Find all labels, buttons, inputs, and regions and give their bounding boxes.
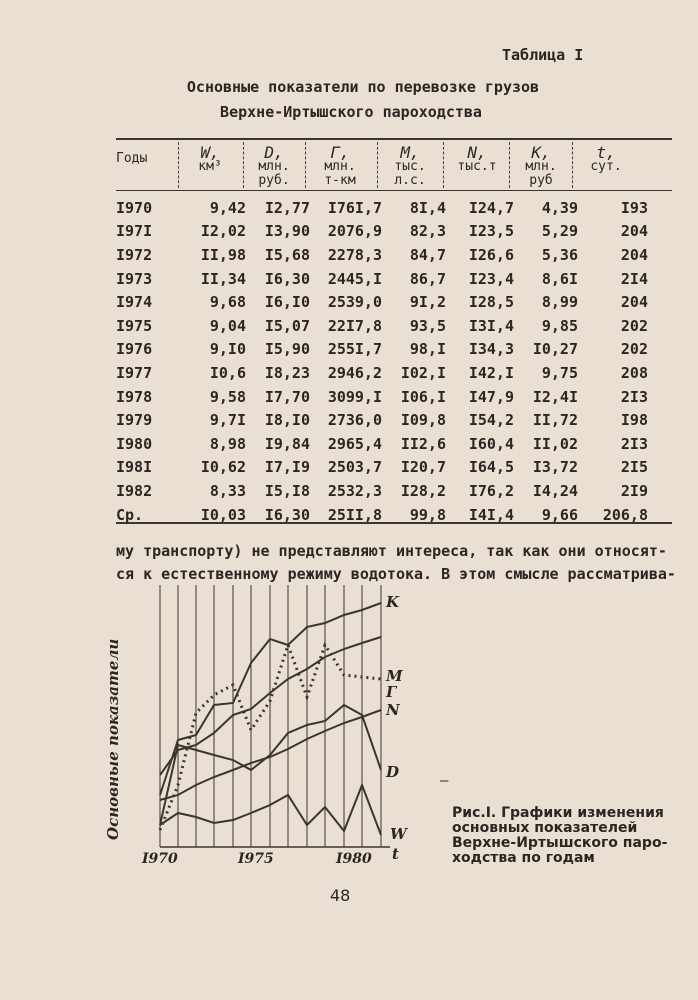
table-cell: 82,3 [409,222,446,241]
table-row [116,290,648,314]
table-row [116,361,648,385]
table-cell: 98,I [409,340,446,359]
x-tick-label: I980 [336,851,372,867]
header-d: D, млн. руб. [258,143,290,188]
table-cell: 204 [620,245,648,264]
table-cell: I23,5 [468,222,514,241]
header-separator [572,142,574,188]
header-t: t, сут. [590,143,622,174]
table-cell: I06,I [400,387,446,406]
table-cell: 2736,0 [327,411,382,430]
page-number: 48 [330,886,351,905]
figure-graph [110,585,430,875]
header-separator [377,142,379,188]
table-cell: II2,6 [400,434,446,453]
series-label-w: W [390,825,407,843]
table-row [116,456,648,480]
table-cell-year: I974 [116,293,153,312]
table-cell: 99,8 [409,505,446,524]
table-cell: 9,58 [209,387,246,406]
caption-line: основных показателей [452,820,638,836]
table-cell: 208 [620,363,648,382]
table-cell: I0,03 [200,505,246,524]
table-cell: 9,66 [541,505,578,524]
table-cell-year: I982 [116,481,153,500]
table-cell-year: I970 [116,198,153,217]
table-cell: 202 [620,340,648,359]
table-cell: I23,4 [468,269,514,288]
paragraph-line: му транспорту) не представляют интереса, так как они относят- [116,542,667,560]
caption-line: ходства по годам [452,850,595,866]
caption-line: Рис.I. Графики изменения [452,805,664,821]
table-cell: I4I,4 [468,505,514,524]
table-cell: I93 [620,198,648,217]
table-cell: 4,39 [541,198,578,217]
table-cell-year: I98I [116,458,153,477]
table-cell: 86,7 [409,269,446,288]
table-cell: I4,24 [532,481,578,500]
table-cell-year: I976 [116,340,153,359]
table-cell: I5,68 [264,245,310,264]
table-cell: 93,5 [409,316,446,335]
series-label-g: Г [386,683,397,701]
table-cell-year: I977 [116,363,153,382]
table-cell: I7,I9 [264,458,310,477]
table-cell: 8I,4 [409,198,446,217]
table-row [116,196,648,220]
table-cell: I47,9 [468,387,514,406]
table-title-line1: Основные показатели по перевозке грузов [186,78,540,96]
table-cell: 8,99 [541,293,578,312]
table-cell: I7,70 [264,387,310,406]
series-label-k: K [386,593,400,611]
table-cell: 204 [620,293,648,312]
table-cell-year: I972 [116,245,153,264]
x-tick-label: I970 [142,851,178,867]
table-cell: I3,90 [264,222,310,241]
table-cell: 2532,3 [327,481,382,500]
table-top-rule [116,138,672,140]
table-cell: 2278,3 [327,245,382,264]
table-cell: 2I3 [620,387,648,406]
table-cell: I09,8 [400,411,446,430]
table-cell: I3,72 [532,458,578,477]
table-cell: 2503,7 [327,458,382,477]
series-label-d: D [386,763,400,781]
table-cell: I8,23 [264,363,310,382]
header-g: Г, млн. т-км [324,143,356,188]
table-cell: I54,2 [468,411,514,430]
table-cell: 2I3 [620,434,648,453]
header-w: W, км³ [198,143,222,174]
series-label-m: M [386,667,403,685]
table-cell: 22I7,8 [327,316,382,335]
table-cell-year: I97I [116,222,153,241]
table-cell: I76,2 [468,481,514,500]
x-axis-label-t: t [392,845,399,863]
table-cell: I28,5 [468,293,514,312]
table-cell: 5,36 [541,245,578,264]
table-cell: I0,6 [209,363,246,382]
table-cell: 25II,8 [327,505,382,524]
table-cell-year: I978 [116,387,153,406]
figure-caption [452,806,667,866]
table-cell: 2I5 [620,458,648,477]
table-cell: I64,5 [468,458,514,477]
table-cell: 8,6I [541,269,578,288]
table-cell: 255I,7 [327,340,382,359]
table-cell: 84,7 [409,245,446,264]
data-table [116,196,648,526]
table-cell: I2,02 [200,222,246,241]
table-cell: I6,30 [264,269,310,288]
table-cell: 9,85 [541,316,578,335]
table-cell: 9,7I [209,411,246,430]
table-label: Таблица I [502,46,584,64]
table-row [116,314,648,338]
table-cell: 204 [620,222,648,241]
table-cell: 9,68 [209,293,246,312]
header-k: K, млн. руб [525,143,557,188]
header-years: Годы [116,151,148,166]
table-cell: I28,2 [400,481,446,500]
table-cell: 9,75 [541,363,578,382]
table-cell: 8,98 [209,434,246,453]
table-cell: 206,8 [602,505,648,524]
table-cell: 5,29 [541,222,578,241]
table-row [116,267,648,291]
header-m: M, тыс. л.с. [394,143,426,188]
table-cell: 8,33 [209,481,246,500]
table-row [116,432,648,456]
table-cell: I9,84 [264,434,310,453]
table-cell-year: I973 [116,269,153,288]
paragraph-line: ся к естественному режиму водотока. В этом смысле рассматрива- [116,565,676,583]
table-title-line2: Верхне-Иртышского пароходства [220,103,482,121]
table-row [116,385,648,409]
table-cell: I98 [620,411,648,430]
table-cell: I5,90 [264,340,310,359]
table-cell: II,02 [532,434,578,453]
table-header-rule [116,190,672,191]
table-row [116,220,648,244]
table-cell: 9,04 [209,316,246,335]
table-cell: 2539,0 [327,293,382,312]
table-cell: 202 [620,316,648,335]
table-cell: 3099,I [327,387,382,406]
table-cell: 9,I0 [209,340,246,359]
table-row [116,408,648,432]
table-cell: I60,4 [468,434,514,453]
table-cell: I34,3 [468,340,514,359]
table-cell: I02,I [400,363,446,382]
table-cell: I2,4I [532,387,578,406]
table-cell: I6,30 [264,505,310,524]
x-tick-label: I975 [238,851,274,867]
header-separator [443,142,445,188]
table-cell: I2,77 [264,198,310,217]
table-cell: I0,62 [200,458,246,477]
table-cell: 2946,2 [327,363,382,382]
table-cell: 2965,4 [327,434,382,453]
table-cell: I5,07 [264,316,310,335]
header-separator [509,142,511,188]
table-cell: I26,6 [468,245,514,264]
table-row [116,503,648,527]
table-row [116,479,648,503]
table-cell: 9,42 [209,198,246,217]
table-row [116,243,648,267]
table-cell: II,72 [532,411,578,430]
table-cell-year: I980 [116,434,153,453]
table-cell: I42,I [468,363,514,382]
table-cell: II,34 [200,269,246,288]
table-cell: I24,7 [468,198,514,217]
caption-line: Верхне-Иртышского паро- [452,835,668,851]
series-label-n: N [386,701,400,719]
table-cell: 9I,2 [409,293,446,312]
table-cell: I3I,4 [468,316,514,335]
table-cell: 2445,I [327,269,382,288]
dash-mark: — [440,773,449,789]
table-cell: I76I,7 [327,198,382,217]
header-n: N, тыс.т [457,143,497,174]
table-cell: 2I4 [620,269,648,288]
table-cell: I20,7 [400,458,446,477]
table-cell: I0,27 [532,340,578,359]
table-cell-year: Ср. [116,505,144,524]
table-cell-year: I979 [116,411,153,430]
table-cell: I5,I8 [264,481,310,500]
table-cell: 2076,9 [327,222,382,241]
table-cell-year: I975 [116,316,153,335]
table-cell: I6,I0 [264,293,310,312]
figure-y-label: Основные показатели [104,638,122,840]
table-cell: I8,I0 [264,411,310,430]
table-cell: II,98 [200,245,246,264]
table-cell: 2I9 [620,481,648,500]
table-row [116,338,648,362]
